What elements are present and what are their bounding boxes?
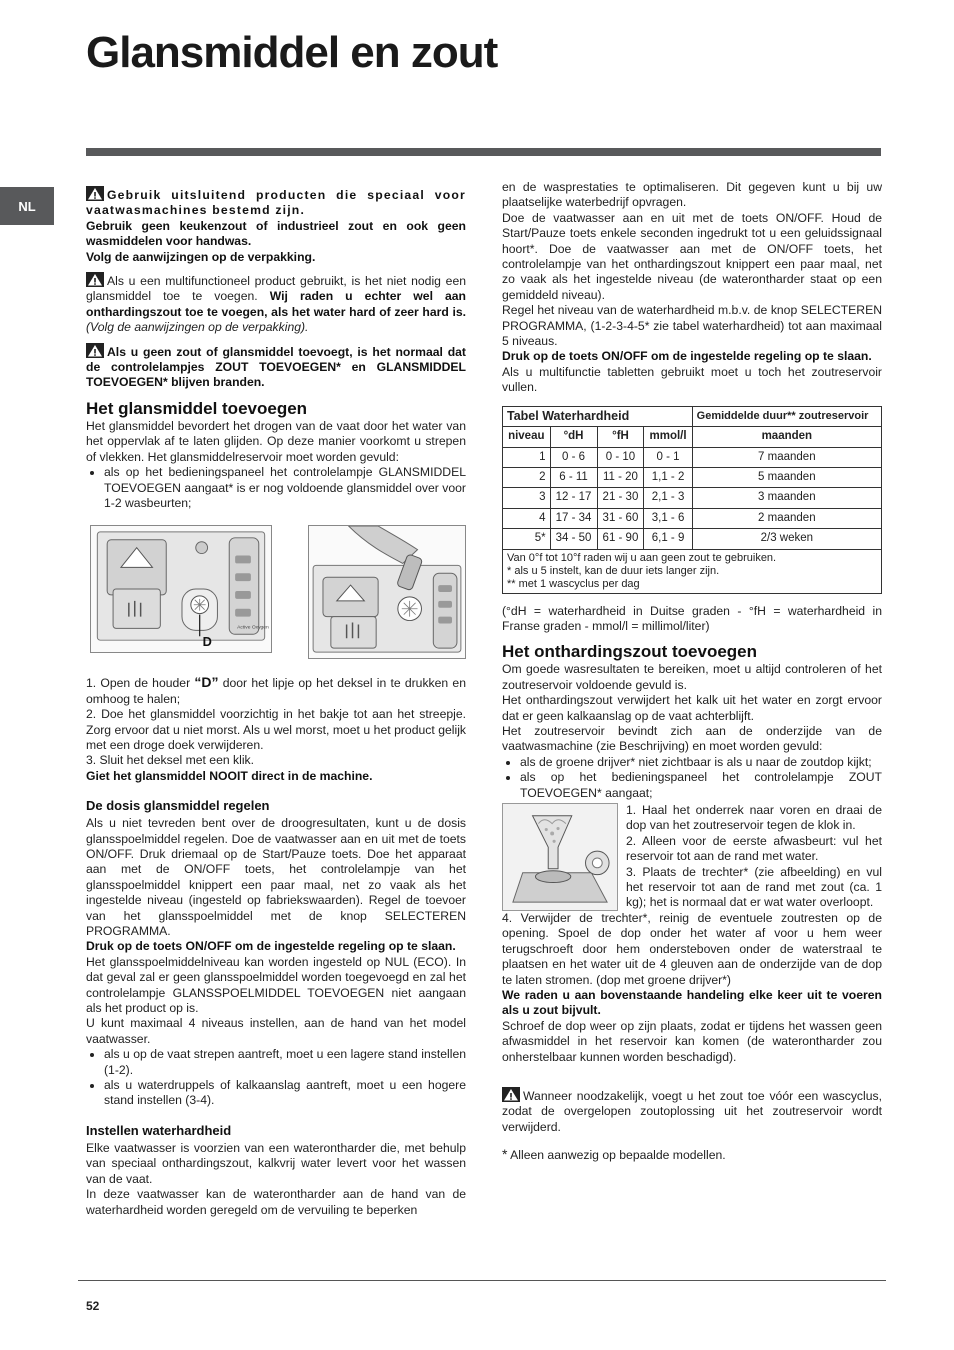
dosis-list <box>86 1047 466 1109</box>
warning-final-text: Wanneer noodzakelijk, voegt u het zout toe vóór een wascyclus, zodat de overgelopen zoutoplossing uit het zoutreservoir wordt verwijderd. <box>502 1089 882 1134</box>
dosis-bold-text: Druk op de toets ON/OFF om de ingestelde regeling op te slaan. <box>86 939 456 954</box>
warning-icon <box>86 186 104 201</box>
list-item: • als de groene drijver* niet zichtbaar is als u naar de zoutdop kijkt; <box>520 755 882 770</box>
language-tab: NL <box>0 187 54 225</box>
fill-rinse-aid-illustration <box>308 525 466 659</box>
hard-paragraph-1: Elke vaatwasser is voorzien van een waterontharder die, met behulp van speciaal onthardingszout, kalkvrij water levert voor het wassen van de vaat. <box>86 1140 466 1186</box>
dosis-paragraph-1: Als u niet tevreden bent over de droogresultaten, kunt u de dosis glansspoelmiddel regelen. Doe de vaatwasser aan en uit met de toets ON/OFF. Druk driemaal op de Start/Pauze toets. Doe het apparaat aan met de ON/OFF toets, het controlelampje van het glansspoelmiddel knippert een paar maal, net zo vaak als het ingestelde niveau (ingesteld op fabriekswaarden). Regel de toevoer van het glansspoelmiddel met de knop SELECTEREN PROGRAMMA. <box>86 816 466 938</box>
warning-block-1 <box>86 186 466 265</box>
footnote <box>502 1147 882 1163</box>
salt-paragraph-2: Het onthardingszout verwijdert het kalk uit het water en zorgt ervoor dat er geen kalkaanslag op de vaat achterblijft. <box>502 693 882 723</box>
cont-bold-text: Druk op de toets ON/OFF om de ingestelde regeling op te slaan. <box>502 349 872 364</box>
warning-1-line2: Gebruik geen keukenzout of industrieel zout en ook geen wasmiddelen voor handwas. <box>86 218 466 249</box>
list-item: • als u op de vaat strepen aantreft, moet u een lagere stand instellen (1-2). <box>104 1047 466 1078</box>
table-cell: 7 maanden <box>692 447 881 467</box>
left-column <box>86 186 466 1218</box>
table-cell: 2,1 - 3 <box>644 488 692 508</box>
table-cell: 2 maanden <box>692 508 881 528</box>
heading-dosis: De dosis glansmiddel regelen <box>86 798 270 814</box>
asterisk-icon: * <box>502 1146 508 1163</box>
heading-glansmiddel: Het glansmiddel toevoegen <box>86 398 308 418</box>
salt-list <box>502 755 882 801</box>
warning-1-line3: Volg de aanwijzingen op de verpakking. <box>86 249 316 264</box>
step-1-text: 1. Open de houder <box>86 676 191 691</box>
table-duration-header: Gemiddelde duur** zoutreservoir <box>692 406 881 426</box>
heading-waterhardheid: Instellen waterhardheid <box>86 1122 232 1138</box>
warning-icon <box>502 1087 520 1102</box>
warning-2-italic: (Volg de aanwijzingen op de verpakking). <box>86 320 309 335</box>
table-note: Van 0°f tot 10°f raden wij u aan geen zout te gebruiken. <box>507 551 777 564</box>
col-header: niveau <box>503 427 551 447</box>
table-row <box>503 508 882 528</box>
salt-bold <box>502 988 882 1019</box>
right-column <box>502 180 882 1164</box>
cont-bold <box>502 349 882 364</box>
cont-paragraph-4: Als u multifunctie tabletten gebruikt moet u toch het zoutreservoir vullen. <box>502 364 882 395</box>
glans-paragraph: Het glansmiddel bevordert het drogen van de vaat door het water van het oppervlak af te laten glijden. Op deze manier voorkomt u strepen of vlekken. Het glansmiddelreservoir moet worden gevuld: <box>86 418 466 464</box>
salt-step-2: 2. Alleen voor de eerste afwasbeurt: vul het reservoir tot aan de rand met water. <box>626 833 882 864</box>
salt-step-4: 4. Verwijder de trechter*, reinig de eventuele zoutresten op de opening. Spoel de dop onder het water af voor u hem weer terugschroeft door hem ondersteboven onder de waterstraal te plaatsen en het water uit de 4 gleuven aan de onderzijde van de dop te laten stromen. (dop met groene drijver*) <box>502 911 882 987</box>
col-header: maanden <box>692 427 881 447</box>
dosis-paragraph-3: U kunt maximaal 4 niveaus instellen, aan de hand van het model vaatwasser. <box>86 1016 466 1046</box>
warning-block-3 <box>86 343 466 391</box>
col-header: mmol/l <box>644 427 692 447</box>
step-warning-text: Giet het glansmiddel NOOIT direct in de machine. <box>86 768 373 783</box>
salt-steps <box>626 803 882 911</box>
warning-icon <box>86 343 104 358</box>
col-header: °dH <box>550 427 597 447</box>
salt-funnel-illustration <box>502 803 618 911</box>
cont-paragraph-1: en de wasprestaties te optimaliseren. Dit gegeven kunt u bij uw plaatselijke waterbedrijf opvragen. <box>502 180 882 210</box>
salt-step-3: 3. Plaats de trechter* (zie afbeelding) en vul het reservoir tot aan de rand met zout (ca. 1 kg); het is normaal dat er wat water overloopt. <box>626 864 882 910</box>
page-number: 52 <box>86 1299 100 1313</box>
table-cell: 31 - 60 <box>597 508 644 528</box>
table-cell: 12 - 17 <box>550 488 597 508</box>
table-cell: 0 - 10 <box>597 447 644 467</box>
top-rule <box>86 148 881 156</box>
table-cell: 3 maanden <box>692 488 881 508</box>
table-cell: 34 - 50 <box>550 529 597 549</box>
salt-bold-text: We raden u aan bovenstaande handeling elke keer uit te voeren als u zout bijvult. <box>502 988 882 1018</box>
table-header-row <box>503 427 882 447</box>
table-cell: 5* <box>503 529 551 549</box>
salt-paragraph-1: Om goede wasresultaten te bereiken, moet u altijd controleren of het zoutreservoir voldoende gevuld is. <box>502 662 882 692</box>
warning-icon <box>86 272 104 287</box>
table-cell: 4 <box>503 508 551 528</box>
table-cell: 6,1 - 9 <box>644 529 692 549</box>
table-note: ** met 1 wascyclus per dag <box>507 577 640 590</box>
salt-steps-with-figure <box>502 803 882 911</box>
dispenser-illustration <box>90 525 272 653</box>
dosis-paragraph-2: Het glansspoelmiddelniveau kan worden ingesteld op NUL (ECO). In dat geval zal er geen glansspoelmiddel worden toegevoegd en zal het controlelampje GLANSSPOELMIDDEL TOEVOEGEN niet aangaan als het product op is. <box>86 954 466 1016</box>
step-1-rest: door het lipje op het deksel in te drukken en omhoog te halen; <box>86 676 466 706</box>
table-note: * als u 5 instelt, kan de duur iets langer zijn. <box>507 564 720 577</box>
table-cell: 61 - 90 <box>597 529 644 549</box>
step-2: 2. Doe het glansmiddel voorzichtig in het bakje tot aan het streepje. Zorg ervoor dat u niet morst. Als u wel morst, moet u het product gelijk met een droge doek verwijderen. <box>86 707 466 752</box>
step-3: 3. Sluit het deksel met een klik. <box>86 753 255 768</box>
dispenser-figures <box>90 525 466 659</box>
salt-paragraph-3: Het zoutreservoir bevindt zich aan de onderzijde van de vaatwasmachine (zie Beschrijving) en moet worden gevuld: <box>502 723 882 754</box>
hard-paragraph-2: In deze vaatwasser kan de waterontharder aan de hand van de waterhardheid worden geregeld om de vervuiling te beperken <box>86 1187 466 1217</box>
label-d: D <box>202 634 212 650</box>
table-notes <box>503 549 882 593</box>
table-cell: 3 <box>503 488 551 508</box>
dosis-bold <box>86 939 466 954</box>
table-cell: 1 <box>503 447 551 467</box>
active-oxygen-label: Active Oxygen <box>237 625 269 631</box>
bottom-rule <box>78 1280 886 1281</box>
table-row <box>503 529 882 549</box>
page-title: Glansmiddel en zout <box>86 28 498 77</box>
cont-paragraph-2: Doe de vaatwasser aan en uit met de toets ON/OFF. Houd de Start/Pauze toets enkele seconden ingedrukt tot u een geluidssignaal hoort*. Doe de vaatwasser aan met de ON/OFF toets, het controlelampje van het onthardingszout knippert een paar maal, net zo vaak als het ingestelde niveau (de waterontharder staat op een gemiddeld niveau). <box>502 210 882 302</box>
table-cell: 0 - 1 <box>644 447 692 467</box>
cont-paragraph-3: Regel het niveau van de waterhardheid m.b.v. de knop SELECTEREN PROGRAMMA, (1-2-3-4-5* zie tabel waterhardheid) tot aan maximaal 5 niveaus. <box>502 303 882 349</box>
step-1 <box>86 675 466 707</box>
col-header: °fH <box>597 427 644 447</box>
salt-paragraph-4: Schroef de dop weer op zijn plaats, zodat er tijdens het wassen geen afwasmiddel in het reservoir kan komen (de waterontharder zou onherstelbaar kunnen worden beschadigd). <box>502 1018 882 1064</box>
table-cell: 0 - 6 <box>550 447 597 467</box>
warning-2-bold: Wij raden u echter wel aan onthardingszout toe te voegen, als het water hard of zeer hard is. <box>86 289 466 319</box>
table-title: Tabel Waterhardheid <box>503 406 693 426</box>
step-warning <box>86 769 466 784</box>
warning-block-final <box>502 1087 882 1135</box>
footnote-text: Alleen aanwezig op bepaalde modellen. <box>510 1148 726 1163</box>
warning-3-text: Als u geen zout of glansmiddel toevoegt, is het normaal dat de controlelampjes ZOUT TOEVOEGEN* en GLANSMIDDEL TOEVOEGEN* blijven branden. <box>86 344 466 390</box>
table-row <box>503 467 882 487</box>
glans-list <box>86 465 466 511</box>
table-cell: 5 maanden <box>692 467 881 487</box>
list-item: • als op het bedieningspaneel het controlelampje ZOUT TOEVOEGEN* aangaat; <box>520 770 882 801</box>
table-row <box>503 447 882 467</box>
water-hardness-table <box>502 406 882 594</box>
table-cell: 6 - 11 <box>550 467 597 487</box>
table-cell: 21 - 30 <box>597 488 644 508</box>
step-1-d: “D” <box>194 674 219 691</box>
table-legend: (°dH = waterhardheid in Duitse graden - °fH = waterhardheid in Franse graden - mmol/l = millimol/liter) <box>502 603 882 633</box>
table-cell: 17 - 34 <box>550 508 597 528</box>
list-item: • als op het bedieningspaneel het controlelampje GLANSMIDDEL TOEVOEGEN aangaat* is er nog voldoende glansmiddel over voor 1-2 wasbeurten; <box>104 465 466 511</box>
warning-2-text: Als u een multifunctioneel product gebruikt, is het niet nodig een glansmiddel toe te voegen. <box>86 274 466 304</box>
salt-step-1: 1. Haal het onderrek naar voren en draai de dop van het zoutreservoir tegen de klok in. <box>626 803 882 833</box>
table-row <box>503 488 882 508</box>
warning-block-2 <box>86 272 466 336</box>
table-cell: 11 - 20 <box>597 467 644 487</box>
table-cell: 2 <box>503 467 551 487</box>
heading-zout: Het onthardingszout toevoegen <box>502 642 757 662</box>
table-cell: 1,1 - 2 <box>644 467 692 487</box>
table-cell: 3,1 - 6 <box>644 508 692 528</box>
list-item: • als u waterdruppels of kalkaanslag aantreft, moet u een hogere stand instellen (3-4). <box>104 1078 466 1109</box>
warning-1-text: Gebruik uitsluitend producten die speciaal voor vaatwasmachines bestemd zijn. <box>86 188 466 218</box>
table-cell: 2/3 weken <box>692 529 881 549</box>
